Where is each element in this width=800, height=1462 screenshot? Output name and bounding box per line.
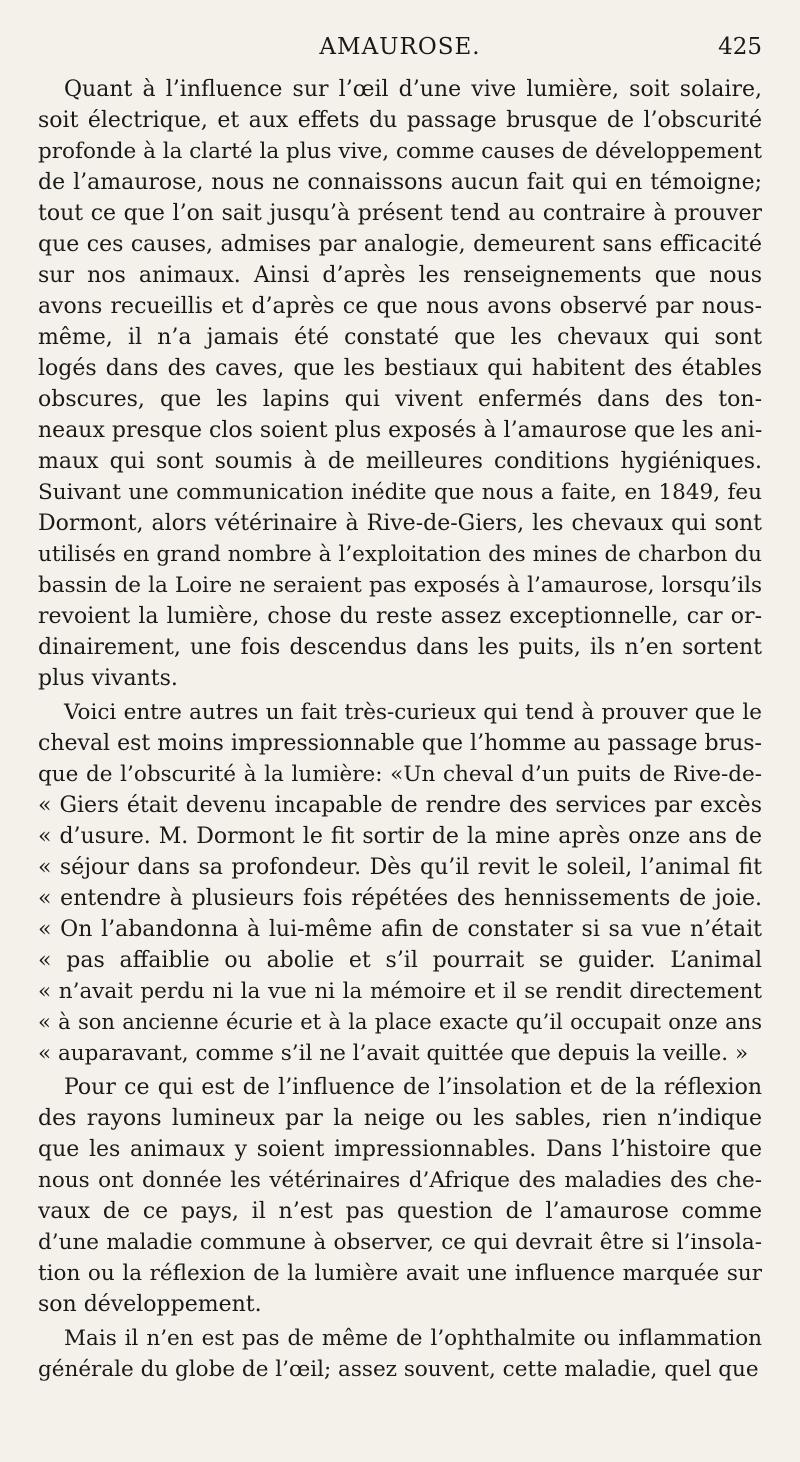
text-line: son développement. <box>38 1292 262 1317</box>
text-line: « d’usure. M. Dormont le fit sortir de la mine après onze ans de <box>38 824 762 849</box>
text-line: « auparavant, comme s’il ne l’avait quittée que depuis la veille. » <box>38 1041 749 1066</box>
text-line: « séjour dans sa profondeur. Dès qu’il revit le soleil, l’animal fit <box>38 855 762 880</box>
text-line: plus vivants. <box>38 666 178 691</box>
text-line: « Giers était devenu incapable de rendre des services par excès <box>38 793 762 818</box>
running-head <box>38 34 762 74</box>
paragraph <box>38 1323 762 1385</box>
text-line: que les animaux y soient impressionnables. Dans l’histoire que <box>38 1137 762 1162</box>
text-line: d’une maladie commune à observer, ce qui devrait être si l’insola- <box>38 1230 762 1255</box>
text-line: même, il n’a jamais été constaté que les chevaux qui sont <box>38 325 762 350</box>
text-line: « à son ancienne écurie et à la place exacte qu’il occupait onze ans <box>38 1010 762 1034</box>
text-line: sur nos animaux. Ainsi d’après les renseignements que nous <box>38 263 762 288</box>
text-line: obscures, que les lapins qui vivent enfermés dans des ton- <box>38 387 762 412</box>
text-line: que de l’obscurité à la lumière: «Un cheval d’un puits de Rive-de- <box>38 762 762 787</box>
text-line: Suivant une communication inédite que nous a faite, en 1849, feu <box>38 480 762 505</box>
text-line: revoient la lumière, chose du reste assez exceptionnelle, car or- <box>38 604 762 629</box>
text-line: dinairement, une fois descendus dans les puits, ils n’en sortent <box>38 635 762 660</box>
text-line: tout ce que l’on sait jusqu’à présent tend au contraire à prouver <box>38 201 762 226</box>
text-line: tion ou la réflexion de la lumière avait une influence marquée sur <box>38 1261 762 1286</box>
text-line: Dormont, alors vétérinaire à Rive-de-Giers, les chevaux qui sont <box>38 511 762 536</box>
text-line: « On l’abandonna à lui-même afin de constater si sa vue n’était <box>38 917 762 942</box>
text-line: « n’avait perdu ni la vue ni la mémoire et il se rendit directement <box>38 979 762 1004</box>
text-line: avons recueillis et d’après ce que nous avons observé par nous- <box>38 294 762 319</box>
text-line: soit électrique, et aux effets du passage brusque de l’obscurité <box>38 108 762 133</box>
text-line: maux qui sont soumis à de meilleures conditions hygiéniques. <box>38 449 762 474</box>
text-line: cheval est moins impressionnable que l’homme au passage brus- <box>38 731 762 756</box>
page-number: 425 <box>718 34 762 60</box>
text-line: Voici entre autres un fait très-curieux qui tend à prouver que le <box>64 700 762 725</box>
running-head-title: AMAUROSE. <box>319 34 481 60</box>
text-line: Quant à l’influence sur l’œil d’une vive lumière, soit solaire, <box>64 77 762 102</box>
paragraph <box>38 1072 762 1320</box>
text-line: vaux de ce pays, il n’est pas question de l’amaurose comme <box>38 1199 762 1224</box>
text-line: utilisés en grand nombre à l’exploitation des mines de charbon du <box>38 542 762 567</box>
text-line: Pour ce qui est de l’influence de l’insolation et de la réflexion <box>64 1075 762 1100</box>
text-line: « entendre à plusieurs fois répétées des hennissements de joie. <box>38 886 762 911</box>
text-line: neaux presque clos soient plus exposés à l’amaurose que les ani- <box>38 418 762 443</box>
text-line: bassin de la Loire ne seraient pas exposés à l’amaurose, lorsqu’ils <box>38 573 762 598</box>
text-line: que ces causes, admises par analogie, demeurent sans efficacité <box>38 232 762 257</box>
text-line: des rayons lumineux par la neige ou les sables, rien n’indique <box>38 1106 762 1131</box>
paragraph <box>38 697 762 1069</box>
text-line: Mais il n’en est pas de même de l’ophthalmite ou inflammation <box>64 1326 762 1351</box>
body-text <box>38 74 762 1385</box>
paragraph <box>38 74 762 694</box>
text-line: logés dans des caves, que les bestiaux qui habitent des étables <box>38 356 762 381</box>
text-line: nous ont donnée les vétérinaires d’Afrique des maladies des che- <box>38 1168 762 1193</box>
text-line: générale du globe de l’œil; assez souvent, cette maladie, quel que <box>38 1357 759 1382</box>
text-line: de l’amaurose, nous ne connaissons aucun fait qui en témoigne; <box>38 170 762 195</box>
text-line: profonde à la clarté la plus vive, comme causes de développement <box>38 139 762 164</box>
text-line: « pas affaiblie ou abolie et s’il pourrait se guider. L’animal <box>38 948 762 973</box>
